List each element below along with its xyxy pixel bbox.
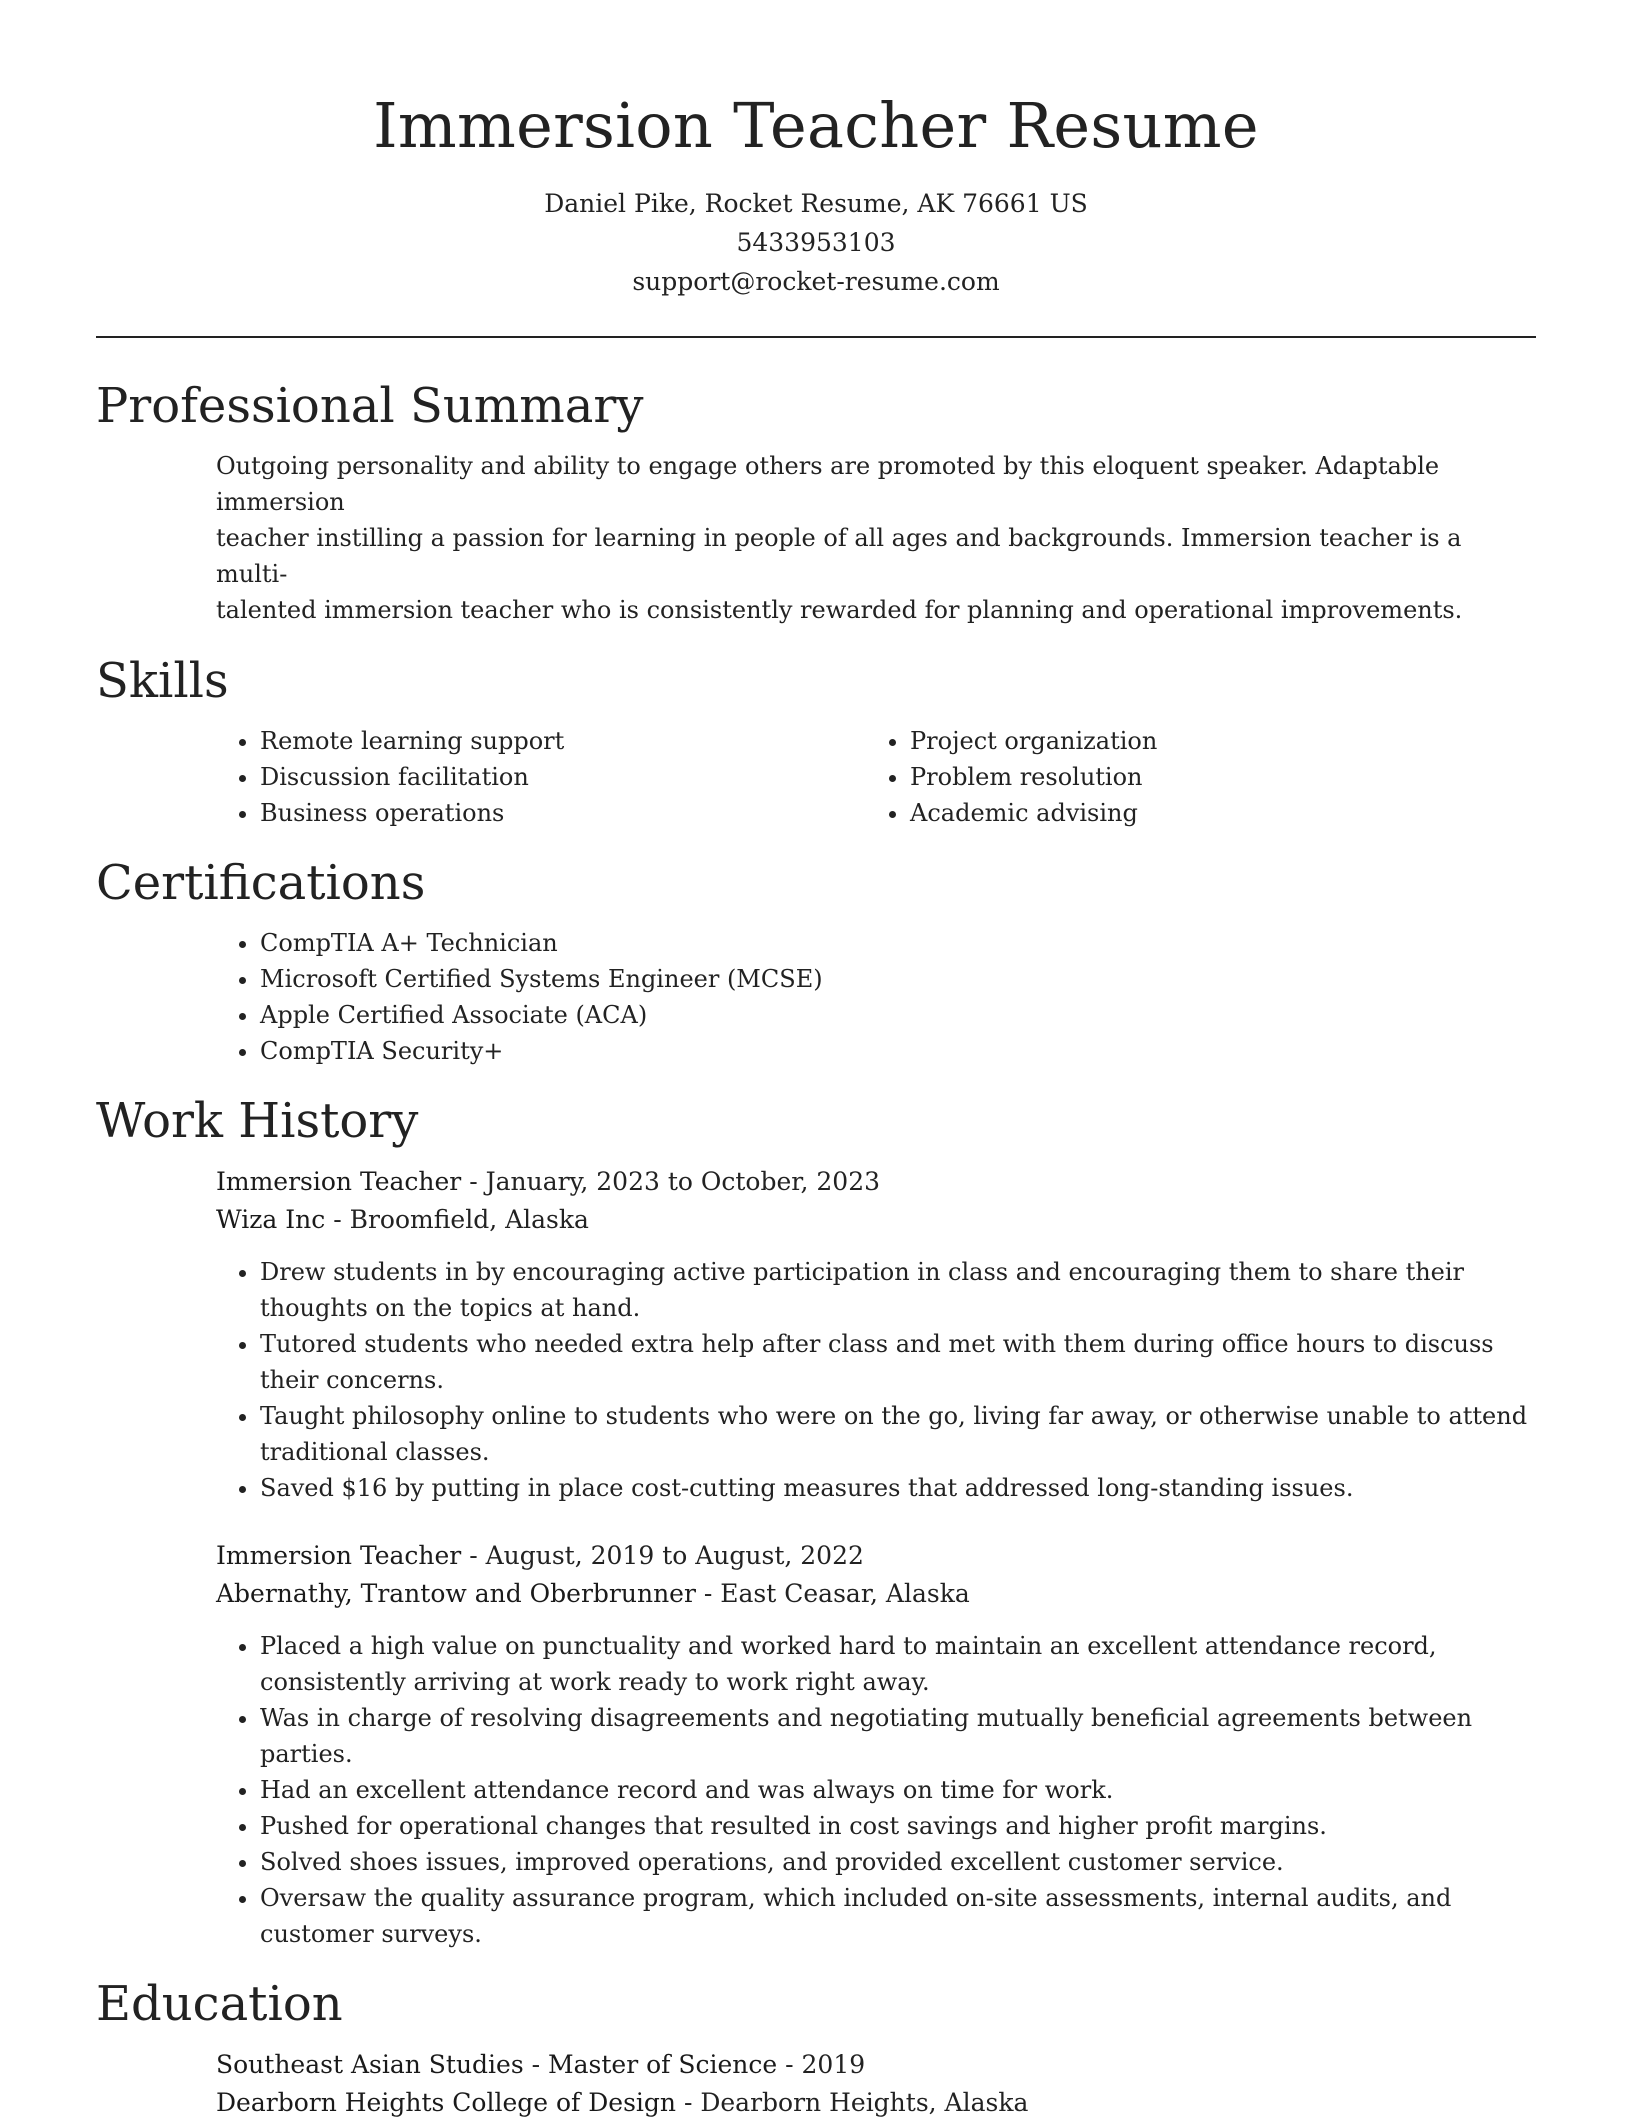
resume-page (96, 0, 1536, 2122)
skill-item: • Remote learning support (260, 723, 866, 759)
certification-item: • Microsoft Certified Systems Engineer (MCSE) (260, 961, 1536, 997)
summary-heading: Professional Summary (96, 378, 644, 434)
job-title: Immersion Teacher (216, 1541, 462, 1570)
header-divider (96, 336, 1536, 338)
skills-column-right (866, 723, 1516, 831)
certification-item: • CompTIA A+ Technician (260, 925, 1536, 961)
summary-line: Outgoing personality and ability to engage others are promoted by this eloquent speaker. Adaptable immersion (216, 452, 1440, 516)
separator: - (676, 2088, 701, 2117)
skill-item: • Problem resolution (910, 759, 1516, 795)
education-location: Dearborn Heights, Alaska (700, 2088, 1029, 2117)
education-entry (216, 2046, 1536, 2122)
job-company: Wiza Inc (216, 1205, 326, 1234)
resume-header (96, 0, 1536, 301)
certifications-section (96, 853, 1536, 1069)
certifications-body (216, 925, 1536, 1069)
separator: - (325, 1205, 350, 1234)
job-duty-item: • Was in charge of resolving disagreements and negotiating mutually beneficial agreements between parties. (260, 1700, 1536, 1772)
education-field: Southeast Asian Studies (216, 2050, 524, 2079)
job-company-line (216, 1575, 1536, 1613)
job-duty-item: • Tutored students who needed extra help after class and met with them during office hours to discuss their concerns. (260, 1326, 1536, 1398)
skill-item: • Discussion facilitation (260, 759, 866, 795)
job-dates: January, 2023 to October, 2023 (485, 1167, 881, 1196)
contact-phone: 5433953103 (736, 228, 896, 257)
skills-section (96, 651, 1536, 831)
job-duty-item: • Solved shoes issues, improved operations, and provided excellent customer service. (260, 1844, 1536, 1880)
summary-line: talented immersion teacher who is consistently rewarded for planning and operational improvements. (216, 596, 1463, 624)
skill-item: • Business operations (260, 795, 866, 831)
separator: - (523, 2050, 549, 2079)
job-duty-item: • Had an excellent attendance record and was always on time for work. (260, 1772, 1536, 1808)
skills-column-left (216, 723, 866, 831)
contact-block (96, 184, 1536, 301)
education-section (96, 1974, 1536, 2122)
job-duty-item: • Oversaw the quality assurance program, which included on-site assessments, internal audits, and customer surveys. (260, 1880, 1536, 1952)
education-heading: Education (96, 1976, 343, 2032)
job-duties (216, 1628, 1536, 1952)
education-degree-line (216, 2046, 1536, 2084)
resume-title: Immersion Teacher Resume (373, 89, 1259, 162)
job-duties (216, 1254, 1536, 1506)
certifications-heading: Certifications (96, 855, 426, 911)
education-school-line (216, 2084, 1536, 2122)
skills-heading: Skills (96, 653, 229, 709)
job-location: Broomfield, Alaska (349, 1205, 589, 1234)
separator: - (461, 1167, 486, 1196)
job-duty-item: • Taught philosophy online to students who were on the go, living far away, or otherwise unable to attend traditional classes. (260, 1398, 1536, 1470)
education-degree: Master of Science (548, 2050, 778, 2079)
job-title-line (216, 1163, 1536, 1201)
separator: - (695, 1579, 721, 1608)
education-school: Dearborn Heights College of Design (216, 2088, 676, 2117)
job-entry (216, 1537, 1536, 1952)
education-year: 2019 (801, 2050, 866, 2079)
certification-item: • CompTIA Security+ (260, 1033, 1536, 1069)
skills-list (216, 723, 1536, 831)
job-duty-item: • Saved $16 by putting in place cost-cutting measures that addressed long-standing issues. (260, 1470, 1536, 1506)
summary-line: teacher instilling a passion for learning in people of all ages and backgrounds. Immersion teacher is a multi- (216, 524, 1462, 588)
separator: - (777, 2050, 802, 2079)
job-entry (216, 1163, 1536, 1506)
separator: - (461, 1541, 486, 1570)
job-duty-item: • Drew students in by encouraging active participation in class and encouraging them to share their thoughts on the topics at hand. (260, 1254, 1536, 1326)
job-dates: August, 2019 to August, 2022 (485, 1541, 864, 1570)
job-duty-item: • Pushed for operational changes that resulted in cost savings and higher profit margins. (260, 1808, 1536, 1844)
job-title: Immersion Teacher (216, 1167, 462, 1196)
job-duty-item: • Placed a high value on punctuality and worked hard to maintain an excellent attendance record, consistently arriving at work ready to work right away. (260, 1628, 1536, 1700)
summary-body (216, 448, 1536, 628)
work-history-section (96, 1091, 1536, 1952)
summary-section (96, 376, 1536, 628)
skill-item: • Academic advising (910, 795, 1516, 831)
job-company: Abernathy, Trantow and Oberbrunner (216, 1579, 696, 1608)
job-company-line (216, 1201, 1536, 1239)
job-title-line (216, 1537, 1536, 1575)
work-history-heading: Work History (96, 1093, 419, 1149)
certification-item: • Apple Certified Associate (ACA) (260, 997, 1536, 1033)
contact-email: support@rocket-resume.com (632, 267, 1000, 296)
job-location: East Ceasar, Alaska (720, 1579, 970, 1608)
contact-address: Daniel Pike, Rocket Resume, AK 76661 US (544, 189, 1088, 218)
skill-item: • Project organization (910, 723, 1516, 759)
